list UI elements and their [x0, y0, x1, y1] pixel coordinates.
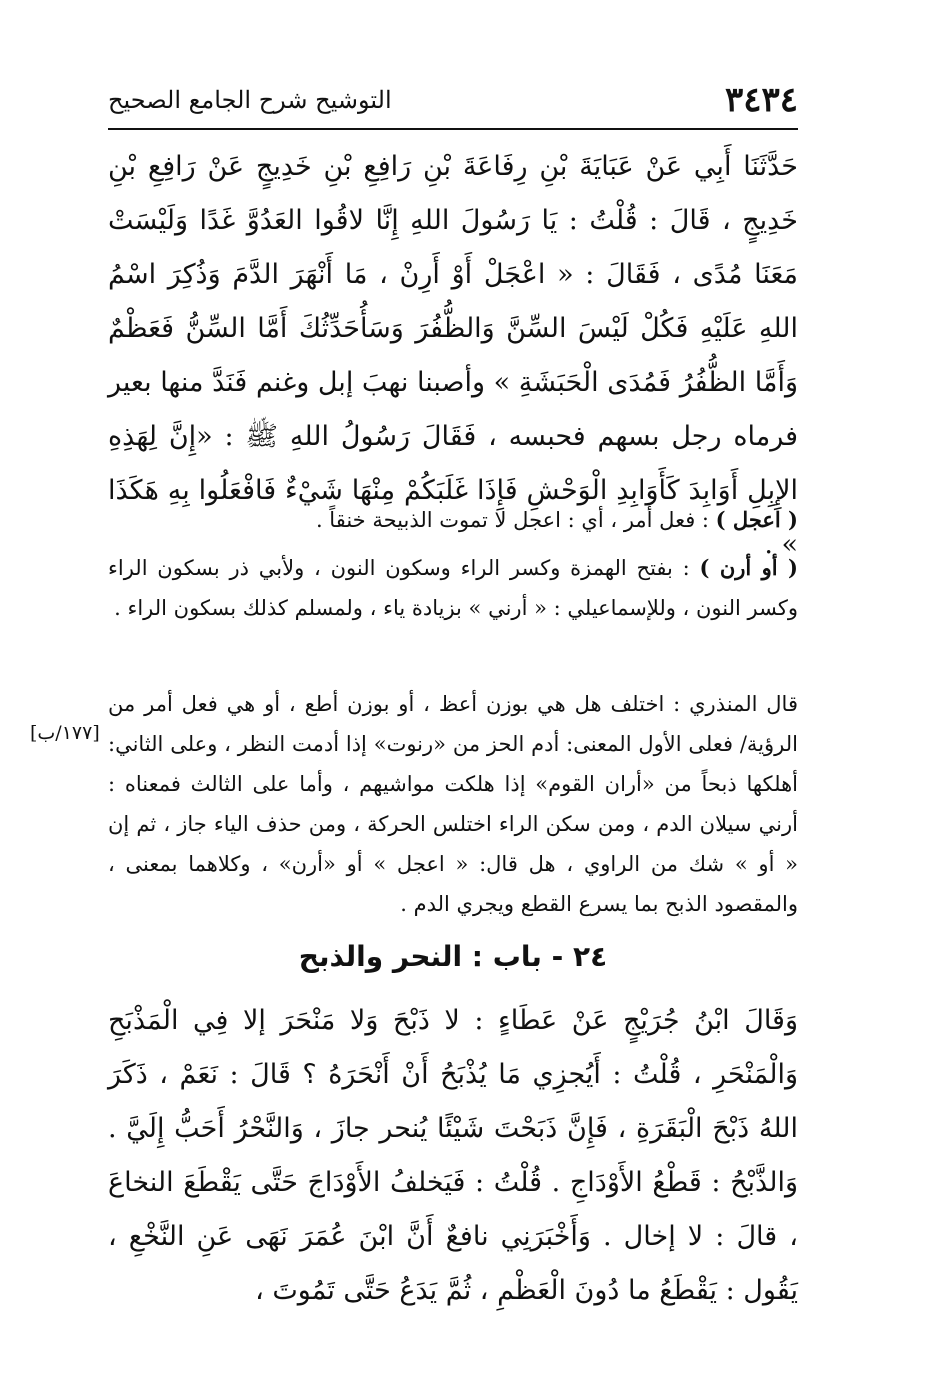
page-number: ٣٤٣٤ — [724, 80, 798, 120]
header-rule — [108, 128, 798, 130]
hadith-paragraph: حَدَّثَنَا أَبِي عَنْ عَبَايَةَ بْنِ رِفَاعَةَ بْنِ رَافِعِ بْنِ خَدِيجٍ عَنْ رَافِعِ بْنِ خَدِيجٍ ، قَالَ : قُلْتُ : يَا رَسُولَ اللهِ إِنَّا لاقُوا العَدُوَّ غَدًا وَلَيْسَتْ مَعَنَا مُدًى ، فَقَالَ : « اعْجَلْ أَوْ أَرِنْ ، مَا أَنْهَرَ الدَّمَ وَذُكِرَ اسْمُ اللهِ عَلَيْهِ فَكُلْ لَيْسَ السِّنَّ وَالظُّفُرَ وَسَأُحَدِّثُكَ أَمَّا السِّنُّ فَعَظْمٌ وَأَمَّا الظُّفُرُ فَمُدَى الْحَبَشَةِ » وأصبنا نهبَ إبل وغنم فَنَدَّ منها بعير فرماه رجل بسهم فحبسه ، فَقَالَ رَسُولُ اللهِ ﷺ : «إِنَّ لِهَذِهِ الإِبِلِ أَوَابِدَ كَأَوَابِدِ الْوَحْشِ فَإِذَا غَلَبَكُمْ مِنْهَا شَيْءٌ فَافْعَلُوا بِهِ هَكَذَا » . — [108, 151, 799, 560]
chapter-text — [108, 994, 798, 1318]
manuscript-folio-ref: [١٧٧/ب] — [30, 722, 100, 744]
commentary-note-2 — [108, 548, 798, 628]
chapter-paragraph: وَقَالَ ابْنُ جُرَيْجٍ عَنْ عَطَاءٍ : لا ذَبْحَ وَلا مَنْحَرَ إلا فِي الْمَذْبَحِ وَالْمَنْحَرِ ، قُلْتُ : أَيُجزِي مَا يُذْبَحُ أَنْ أَنْحَرَهُ ؟ قَالَ : نَعَمْ ، ذَكَرَ اللهُ ذَبْحَ الْبَقَرَةِ ، فَإِنَّ ذَبَحْتَ شَيْئًا يُنحر جازَ ، وَالنَّحْرُ أَحَبُّ إِلَيَّ . وَالذَّبْحُ : قَطْعُ الأَوْدَاجِ . قُلْتُ : فَيَخلفُ الأَوْدَاجَ حَتَّى يَقْطَعَ النخاعَ ، قالَ : لا إخال . وَأَخْبَرَنِي نافعٌ أَنَّ ابْنَ عُمَرَ نَهَى عَنِ النَّخْعِ ، يَقُول : يَقْطَعُ ما دُونَ الْعَظْمِ ، ثُمَّ يَدَعُ حَتَّى تَمُوتَ ، — [108, 1005, 798, 1306]
note-term: ( أو أرن ) — [699, 555, 798, 580]
chapter-heading: ٢٤ - باب : النحر والذبح — [298, 940, 608, 973]
note-text: : بفتح الهمزة وكسر الراء وسكون النون ، ولأبي ذر بسكون الراء وكسر النون ، وللإسماعيلي : « أرني » بزيادة ياء ، ولمسلم كذلك بسكون الراء . — [108, 556, 798, 620]
note-text: : فعل أمر ، أي : اعجل لا تموت الذبيحة خنقاً . — [315, 508, 716, 532]
commentary-note-3 — [108, 684, 798, 924]
note-paragraph — [108, 548, 798, 628]
commentary-note-1 — [108, 500, 798, 540]
note-paragraph — [108, 500, 798, 540]
note-term: ( اعجل ) — [715, 507, 798, 532]
page-header — [108, 78, 798, 128]
running-title: التوشيح شرح الجامع الصحيح — [108, 86, 392, 114]
note-paragraph: قال المنذري : اختلف هل هي بوزن أعظ ، أو بوزن أطع ، أو هي فعل أمر من الرؤية/ فعلى الأول المعنى: أدم الحز من «رنوت» إذا أدمت النظر ، وعلى الثاني: أهلكها ذبحاً من «أران القوم» إذا هلكت مواشيهم ، وأما على الثالث فمعناه : أرني سيلان الدم ، ومن سكن الراء اختلس الحركة ، ومن حذف الياء جاز ، ثم إن « أو » شك من الراوي ، هل قال: « اعجل » أو «أرن» ، وكلاهما بمعنى ، والمقصود الذبح بما يسرع القطع ويجري الدم . — [108, 692, 798, 916]
